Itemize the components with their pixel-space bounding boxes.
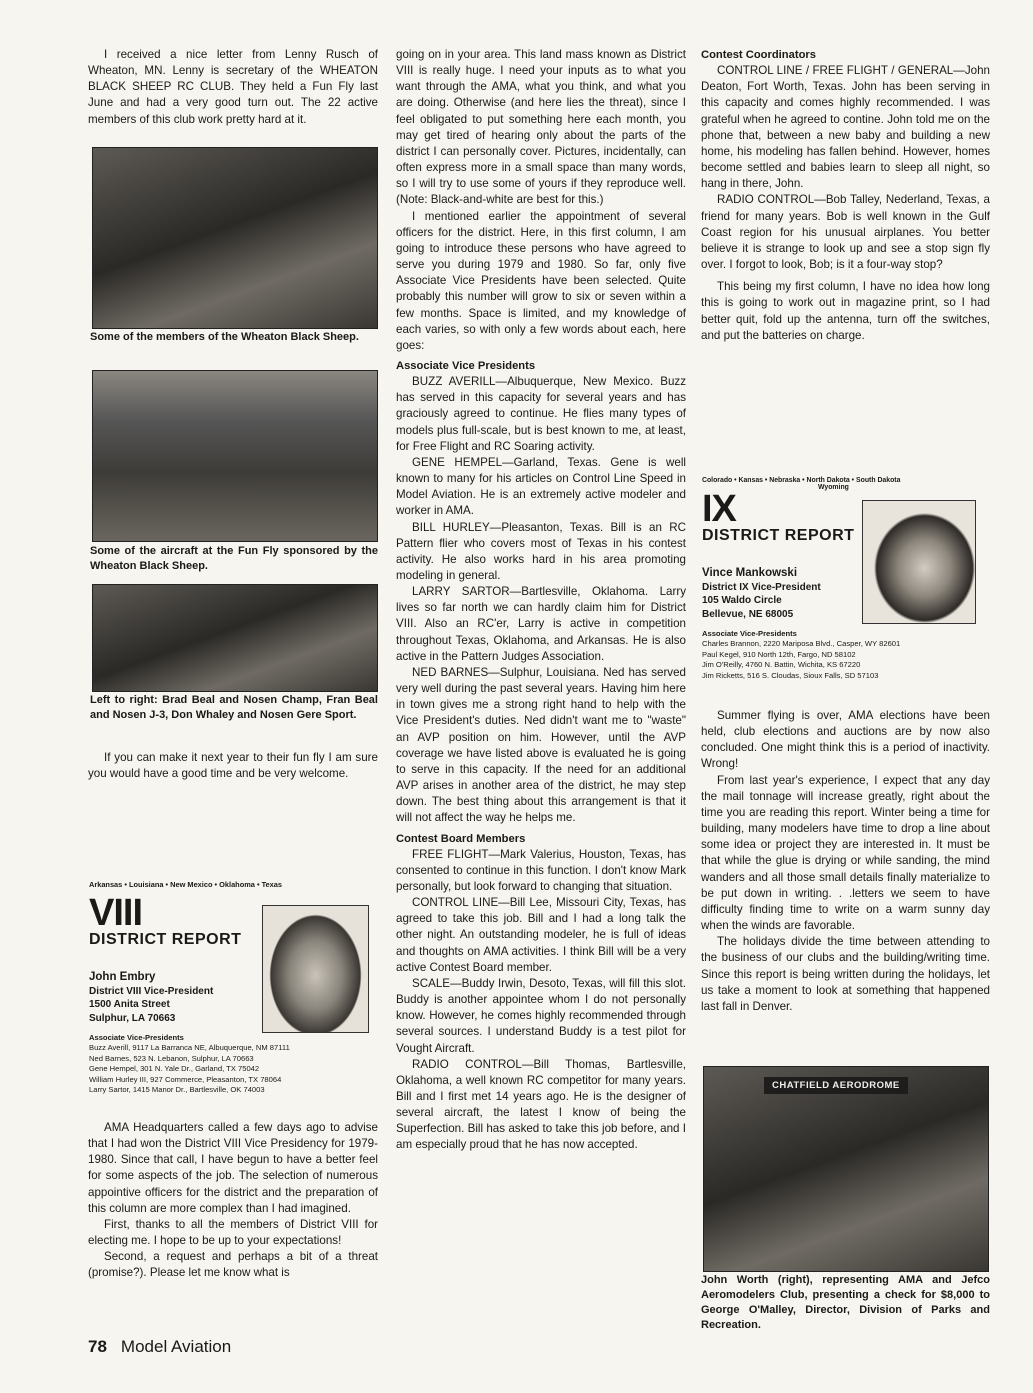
paragraph: BUZZ AVERILL—Albuquerque, New Mexico. Buzz has served in this capacity for several years and has graciously agreed to continue. He flies many types of models plus full-scale, but is best known to me, at least, for Free Flight and RC Soaring activity. — [396, 375, 686, 453]
photo-caption: John Worth (right), representing AMA and Jefco Aeromodelers Club, presenting a check for $8,000 to George O'Malley, Director, Division of Parks and Recreation. — [701, 1274, 990, 1331]
district-number: VIII — [89, 892, 143, 934]
photo-nosen-aircraft — [92, 584, 378, 692]
paragraph: CONTROL LINE—Bill Lee, Missouri City, Texas, has agreed to take this job. Bill and I had a long talk the other night. An outstanding modeler, he is full of ideas and thoughts on AMA activities. I think Bill will be a very active Contest Board member. — [396, 896, 686, 974]
avp-entry: William Hurley III, 927 Commerce, Pleasanton, TX 78064 — [89, 1074, 282, 1084]
photo-caption: Left to right: Brad Beal and Nosen Champ, Fran Beal and Nosen J-3, Don Whaley and Nosen Gere Sport. — [90, 694, 378, 721]
avp-entry: Ned Barnes, 523 N. Lebanon, Sulphur, LA 70663 — [89, 1053, 254, 1063]
paragraph: First, thanks to all the members of District VIII for electing me. I hope to be up to your expectations! — [88, 1217, 378, 1248]
column-1-intro — [88, 47, 378, 128]
column-2 — [396, 47, 686, 1154]
avp-entry: Buzz Averill, 9117 La Barranca NE, Albuquerque, NM 87111 — [89, 1043, 290, 1053]
vp-city: Bellevue, NE 68005 — [702, 608, 794, 620]
page-footer — [88, 1337, 245, 1357]
section-heading: Contest Board Members — [396, 832, 526, 845]
paragraph: Second, a request and perhaps a bit of a threat (promise?). Please let me know what is — [88, 1250, 378, 1280]
district-states-line-2: Wyoming — [818, 484, 849, 491]
section-heading: Contest Coordinators — [701, 49, 816, 61]
paragraph: RADIO CONTROL—Bill Thomas, Bartlesville, Oklahoma, a well known RC competitor for many years. Bill and I first met 14 years ago. He is the designer of several aircraft, the latest I know of being the Superfection. Bill has asked to take this job before, and I am especially proud that he has now accepted. — [396, 1057, 686, 1152]
avp-entry: Gene Hempel, 301 N. Yale Dr., Garland, TX 75042 — [89, 1064, 260, 1074]
paragraph: RADIO CONTROL—Bob Talley, Nederland, Texas, a friend for many years. Bob is well known in the Gulf Coast region for his unusual airplanes. You better believe it is strange to look up and see a stop sign fly over. I forgot to look, Bob; is it a four-way stop? — [701, 193, 990, 272]
column-3-body — [701, 708, 990, 1015]
avp-entry: Paul Kegel, 910 North 12th, Fargo, ND 58102 — [702, 649, 856, 659]
paragraph: GENE HEMPEL—Garland, Texas. Gene is well known to many for his articles on Control Line Speed in Model Aviation. He is an extremely active modeler and worker in AMA. — [396, 455, 686, 518]
paragraph: LARRY SARTOR—Bartlesville, Oklahoma. Larry lives so far north we can hardly claim him for District VIII. Also an RC'er, Larry is active in competition throughout Texas, Oklahoma, and Arkansas. He is also active in the Pattern Judges Association. — [396, 585, 686, 663]
paragraph: NED BARNES—Sulphur, Louisiana. Ned has served very well during the past several years. Having him here in town gives me a strong right hand to help with the Vice President's duties. Ned didn't want me to "waste" an AVP position on him. However, until the AVP coverage we have listed above is evaluated he is going to serve in this capacity. If the need for an additional AVP arises in another area of the district, he may step down. The best thing about this arrangement is that it will not affect the way he helps me. — [396, 665, 686, 825]
paragraph: going on in your area. This land mass known as District VIII is really huge. I need your inputs as to what you want through the AMA, what you think, and what you are doing. Otherwise (and here lies the threat), since I feel obligated to put something here each month, you may get tired of hearing only about the parts of the district I can personally cover. Pictures, incidentally, can often express more in a small space than many words, so I will try to use some of yours if they reproduce well. (Note: Black-and-white are best for this.) — [396, 48, 686, 207]
page-number: 78 — [88, 1337, 107, 1356]
district-number: IX — [702, 488, 736, 530]
photo-caption: Some of the aircraft at the Fun Fly sponsored by the Wheaton Black Sheep. — [90, 545, 378, 572]
district-states: Colorado • Kansas • Nebraska • North Dakota • South Dakota — [702, 477, 901, 484]
paragraph: Summer flying is over, AMA elections have been held, club elections and auctions are by now also concluded. One might think this is a period of inactivity. Wrong! — [701, 709, 990, 771]
paragraph: CONTROL LINE / FREE FLIGHT / GENERAL—John Deaton, Fort Worth, Texas. John has been serving in this capacity and comes highly recommended. I was grateful when he agreed to contine. John told me on the phone that, between a new baby and building a new home, his modeling has fallen behind. However, homes become settled and babies learn to sleep all night, so hang in there, John. — [701, 64, 990, 191]
associate-vp-list — [702, 629, 992, 681]
associate-vp-list — [89, 1033, 379, 1095]
column-1-body — [88, 1120, 378, 1282]
paragraph: FREE FLIGHT—Mark Valerius, Houston, Texas, has consented to continue in this function. I don't know Mark personally, but look forward to changing that situation. — [396, 847, 686, 893]
vp-address: 105 Waldo Circle — [702, 595, 782, 606]
photo-club-members — [92, 147, 378, 329]
aerodrome-sign: CHATFIELD AERODROME — [764, 1077, 908, 1094]
avp-heading: Associate Vice-Presidents — [89, 1033, 184, 1042]
paragraph: From last year's experience, I expect that any day the mail tonnage will increase greatly, right about the time you are reading this report. Winter being a time for building, many modelers have time to drop a line about some idea or project they are interested in. It must be that while the glue is drying or while sanding, the mind wanders and all those small details finally materialize to be put down in writing. . .letters we seem to have difficulty finding time to write on a warm sunny day when the winds are favorable. — [701, 773, 990, 933]
district-states: Arkansas • Louisiana • New Mexico • Oklahoma • Texas — [89, 880, 282, 889]
paragraph: BILL HURLEY—Pleasanton, Texas. Bill is an RC Pattern flier who covers most of Texas in his contest activity. He also works hard in his area promoting modeling in general. — [396, 520, 686, 582]
magazine-title: Model Aviation — [120, 1337, 232, 1356]
portrait-john-embry — [262, 905, 369, 1033]
avp-entry: Larry Sartor, 1415 Manor Dr., Bartlesville, OK 74003 — [89, 1085, 265, 1095]
paragraph: AMA Headquarters called a few days ago to advise that I had won the District VIII Vice Presidency for 1979-1980. Since that call, I have begun to have a better feel for some aspects of the job. The selection of numerous appointive officers for the district and the preparation of this column are more complex than I had imagined. — [88, 1121, 378, 1215]
paragraph: If you can make it next year to their fun fly I am sure you would have a good time and be very welcome. — [88, 751, 378, 781]
vp-name: Vince Mankowski — [702, 567, 798, 579]
district-report-title: DISTRICT REPORT — [89, 931, 242, 948]
avp-entry: Jim O'Reilly, 4760 N. Battin, Wichita, KS 67220 — [702, 660, 861, 670]
vp-address: 1500 Anita Street — [89, 999, 170, 1010]
paragraph: SCALE—Buddy Irwin, Desoto, Texas, will fill this slot. Buddy is another appointee whom I do not personally know. However, he comes highly recommended through several sources. I understand Buddy is a test pilot for Vought Aircraft. — [396, 976, 686, 1055]
avp-entry: Jim Ricketts, 516 S. Cloudas, Sioux Falls, SD 57103 — [702, 670, 879, 680]
portrait-vince-mankowski — [862, 500, 976, 624]
paragraph: I mentioned earlier the appointment of several officers for the district. Here, in this first column, I am going to introduce these persons who have agreed to serve you during 1979 and 1980. So far, only five Associate Vice Presidents have been selected. Quite probably this number will grow to six or seven within a few months. Space is limited, and my knowledge of each varies, so with only a few words about each, here goes: — [396, 209, 686, 352]
avp-entry: Charles Brannon, 2220 Mariposa Blvd., Casper, WY 82601 — [702, 639, 901, 649]
paragraph: This being my first column, I have no idea how long this is going to work out in magazine print, so I had better quit, fold up the antenna, turn off the switches, and put the batteries on charge. — [701, 280, 990, 342]
vp-title: District IX Vice-President — [702, 581, 821, 593]
district-report-title: DISTRICT REPORT — [702, 527, 855, 544]
vp-city: Sulphur, LA 70663 — [89, 1012, 176, 1024]
avp-heading: Associate Vice-Presidents — [702, 629, 797, 638]
section-heading: Associate Vice Presidents — [396, 359, 536, 372]
photo-chatfield-aerodrome-check — [703, 1066, 989, 1272]
column-3-top — [701, 47, 990, 344]
paragraph: The holidays divide the time between attending to the business of our clubs and the building/writing time. Since this report is being written during the holidays, let us take a moment to look at something that happened last fall in Denver. — [701, 935, 990, 1013]
photo-fun-fly-aircraft — [92, 370, 378, 542]
photo-caption: Some of the members of the Wheaton Black Sheep. — [90, 331, 359, 343]
paragraph: I received a nice letter from Lenny Rusch of Wheaton, MN. Lenny is secretary of the WHEATON BLACK SHEEP RC CLUB. They held a Fun Fly last June and had a very good turn out. The 22 active members of this club work pretty hard at it. — [88, 48, 378, 126]
column-1-outro — [88, 750, 378, 782]
vp-title: District VIII Vice-President — [89, 985, 214, 997]
vp-name: John Embry — [89, 971, 156, 983]
